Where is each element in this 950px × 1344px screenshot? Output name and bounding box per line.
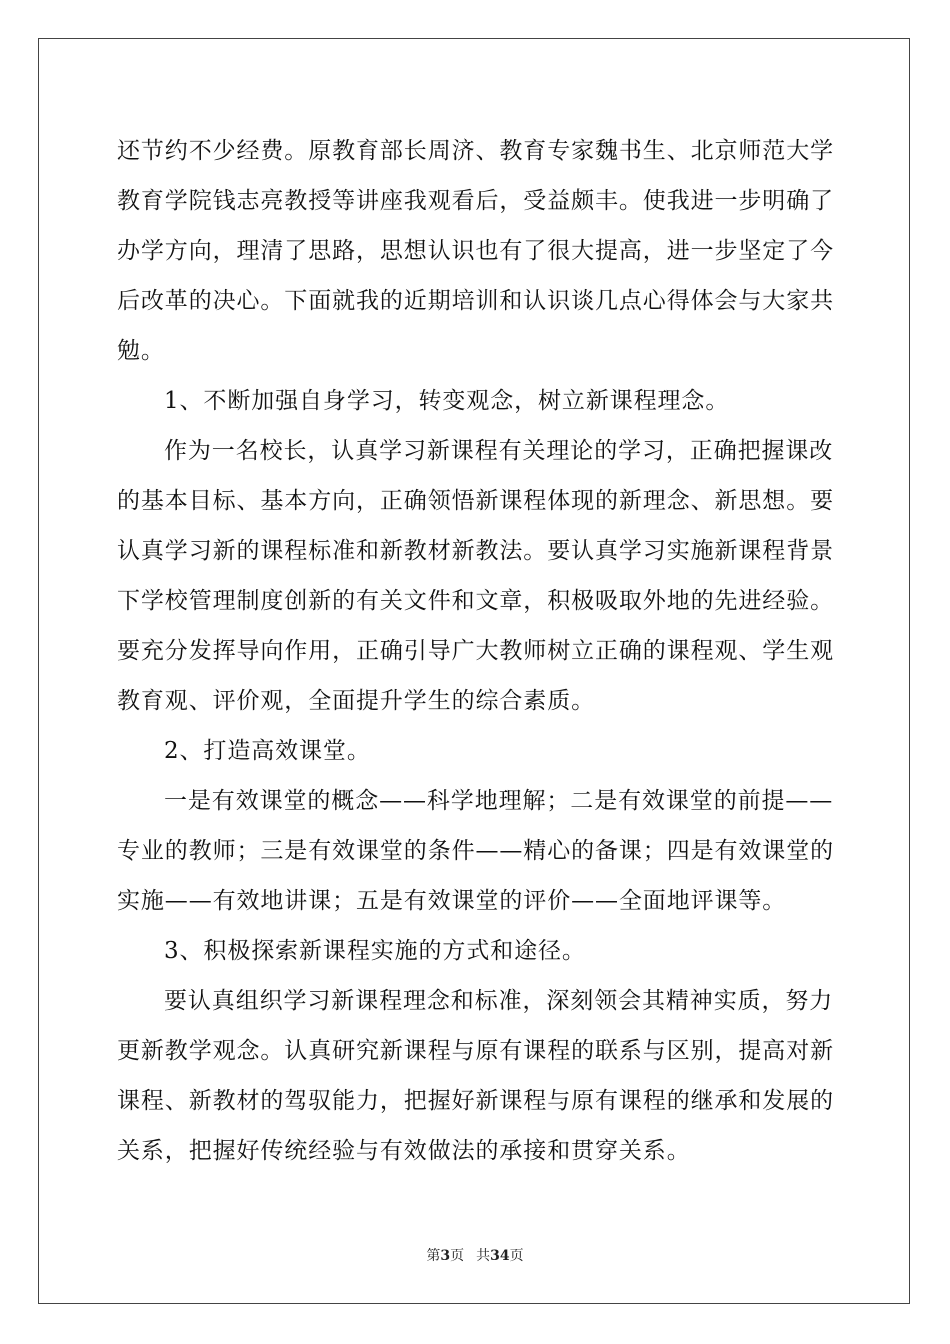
section-heading: 3、积极探索新课程实施的方式和途径。 [164,938,586,964]
section-heading: 1、不断加强自身学习，转变观念，树立新课程理念。 [164,388,730,414]
text-line: 勉。 [117,338,165,364]
text-line: 下学校管理制度创新的有关文件和文章，积极吸取外地的先进经验。 [117,588,834,614]
text-line: 教育学院钱志亮教授等讲座我观看后，受益颇丰。使我进一步明确了 [117,188,834,214]
text-line: 专业的教师；三是有效课堂的条件——精心的备课；四是有效课堂的 [117,838,834,864]
page-prefix: 第 [426,1248,441,1264]
text-line: 课程、新教材的驾驭能力，把握好新课程与原有课程的继承和发展的 [117,1088,834,1114]
text-line: 认真学习新的课程标准和新教材新教法。要认真学习实施新课程背景 [117,538,834,564]
text-line: 办学方向，理清了思路，思想认识也有了很大提高，进一步坚定了今 [117,238,834,264]
text-line: 还节约不少经费。原教育部长周济、教育专家魏书生、北京师范大学 [117,138,834,164]
text-line: 的基本目标、基本方向，正确领悟新课程体现的新理念、新思想。要 [117,488,834,514]
paragraph-first-line: 要认真组织学习新课程理念和标准，深刻领会其精神实质，努力 [164,988,834,1014]
text-line: 教育观、评价观，全面提升学生的综合素质。 [117,688,595,714]
page-suffix: 页 [450,1248,465,1264]
page-number: 3 [440,1248,451,1264]
text-line: 更新教学观念。认真研究新课程与原有课程的联系与区别，提高对新 [117,1038,834,1064]
total-pages: 34 [490,1248,510,1264]
section-heading: 2、打造高效课堂。 [164,738,371,764]
paragraph-first-line: 一是有效课堂的概念——科学地理解；二是有效课堂的前提—— [164,788,834,814]
total-prefix: 共 [476,1248,491,1264]
paragraph-first-line: 作为一名校长，认真学习新课程有关理论的学习，正确把握课改 [164,438,834,464]
text-line: 实施——有效地讲课；五是有效课堂的评价——全面地评课等。 [117,888,787,914]
total-suffix: 页 [509,1248,524,1264]
text-line: 关系，把握好传统经验与有效做法的承接和贯穿关系。 [117,1138,691,1164]
text-line: 要充分发挥导向作用，正确引导广大教师树立正确的课程观、学生观 [117,638,834,664]
text-line: 后改革的决心。下面就我的近期培训和认识谈几点心得体会与大家共 [117,288,834,314]
page-footer [0,1246,950,1266]
